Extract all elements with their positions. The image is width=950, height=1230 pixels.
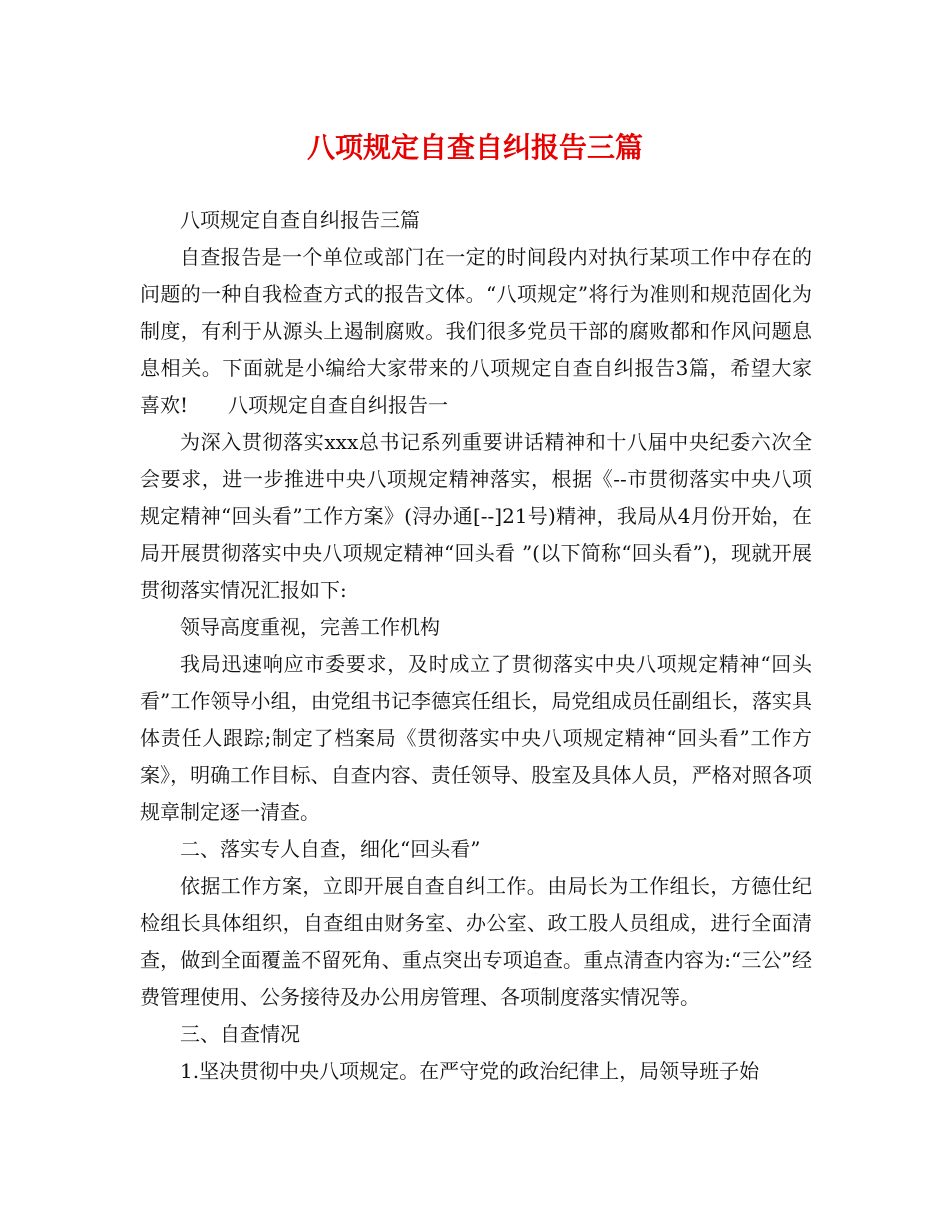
document-body: [140, 202, 812, 1090]
document-title: 八项规定自查自纠报告三篇: [306, 131, 643, 164]
paragraph-heading-self-check: 二、落实专人自查，细化“回头看”: [180, 837, 481, 861]
paragraph-leadership: 我局迅速响应市委要求，及时成立了贯彻落实中央八项规定精神“回头看”工作领导小组，由党组书记李德宾任组长，局党组成员任副组长，落实具体责任人跟踪;制定了档案局《贯彻落实中央八项规定精神“回头看”工作方案》，明确工作目标、自查内容、责任领导、股室及具体人员，严格对照各项规章制定逐一清查。: [140, 652, 812, 824]
paragraph-self-check: 依据工作方案，立即开展自查自纠工作。由局长为工作组长，方德仕纪检组长具体组织，自查组由财务室、办公室、政工股人员组成，进行全面清查，做到全面覆盖不留死角、重点突出专项追查。重点清查内容为:“三公”经费管理使用、公务接待及办公用房管理、各项制度落实情况等。: [140, 874, 812, 1009]
paragraph-heading-status: 三、自查情况: [180, 1022, 300, 1046]
paragraph-subtitle: 八项规定自查自纠报告三篇: [180, 208, 420, 232]
paragraph-background: 为深入贯彻落实xxx总书记系列重要讲话精神和十八届中央纪委六次全会要求，进一步推进中央八项规定精神落实，根据《--市贯彻落实中央八项规定精神“回头看”工作方案》(浔办通[--]21号)精神，我局从4月份开始，在局开展贯彻落实中央八项规定精神“回头看 ”(以下简称“回头看”)，现就开展贯彻落实情况汇报如下:: [140, 430, 812, 602]
paragraph-intro: 自查报告是一个单位或部门在一定的时间段内对执行某项工作中存在的问题的一种自我检查方式的报告文体。“八项规定”将行为准则和规范固化为制度，有利于从源头上遏制腐败。我们很多党员干部的腐败都和作风问题息息相关。下面就是小编给大家带来的八项规定自查自纠报告3篇，希望大家喜欢! 八项规定自查自纠报告一: [140, 245, 812, 417]
paragraph-item-1: 1.坚决贯彻中央八项规定。在严守党的政治纪律上，局领导班子始: [180, 1059, 760, 1083]
paragraph-heading-leadership: 领导高度重视，完善工作机构: [180, 615, 440, 639]
